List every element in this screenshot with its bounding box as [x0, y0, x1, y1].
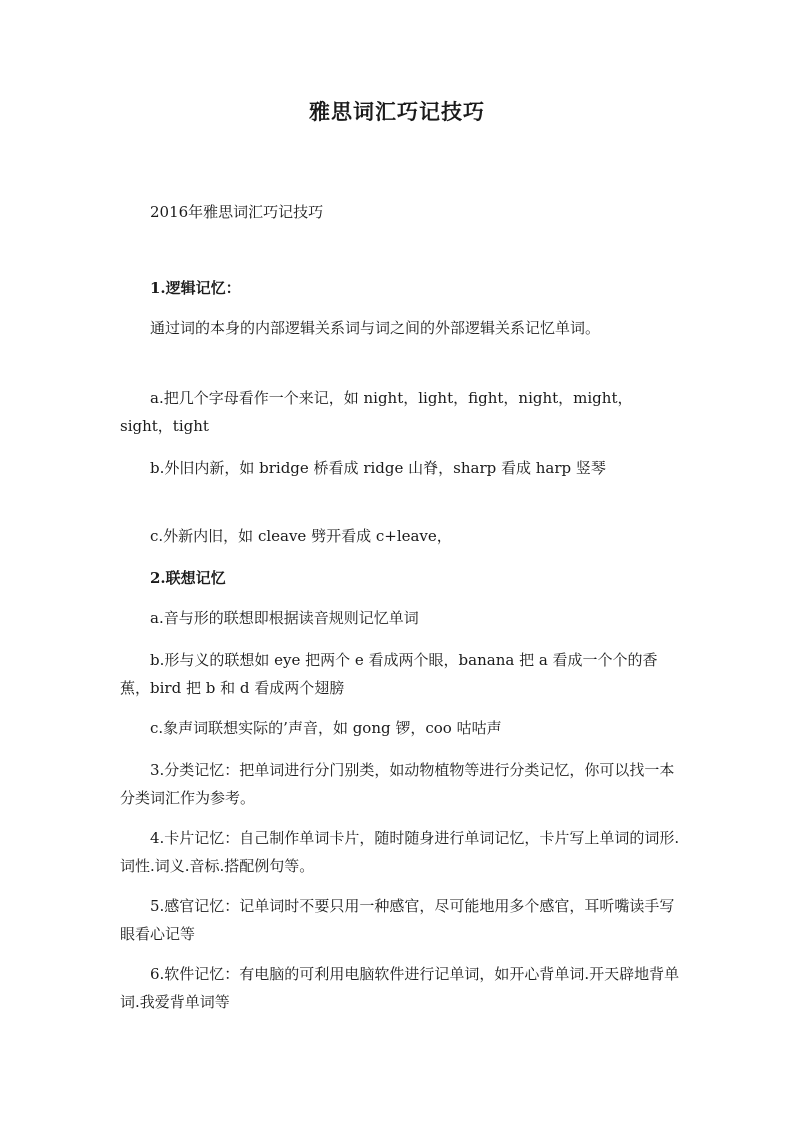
- paragraph-block: [120, 314, 680, 342]
- paragraph-block: [120, 714, 680, 742]
- paragraph: 6.软件记忆：有电脑的可利用电脑软件进行记单词，如开心背单词.开天辟地背单词.我爱背单词等: [120, 965, 680, 1011]
- paragraph: a.音与形的联想即根据读音规则记忆单词: [150, 609, 419, 627]
- paragraph-block: [120, 454, 680, 482]
- section-1-heading-block: [120, 274, 680, 302]
- paragraph: c.外新内旧，如 cleave 劈开看成 c+leave，: [150, 527, 452, 545]
- document-subtitle: [120, 198, 680, 226]
- paragraph: b.外旧内新，如 bridge 桥看成 ridge 山脊，sharp 看成 harp 竖琴: [150, 459, 606, 477]
- paragraph-block: [120, 646, 680, 702]
- paragraph: 5.感官记忆：记单词时不要只用一种感官，尽可能地用多个感官，耳听嘴读手写眼看心记等: [120, 897, 675, 943]
- paragraph-block: [120, 384, 680, 440]
- paragraph: 3.分类记忆：把单词进行分门别类，如动物植物等进行分类记忆，你可以找一本分类词汇作为参考。: [120, 761, 675, 807]
- paragraph-block: [120, 892, 680, 948]
- paragraph-block: [120, 960, 680, 1016]
- paragraph: a.把几个字母看作一个来记，如 night，light，fight，night，might，sight，tight: [120, 389, 633, 435]
- section-2-heading-block: [120, 564, 680, 592]
- section-heading: 1.逻辑记忆：: [150, 279, 241, 297]
- paragraph-block: [120, 824, 680, 880]
- paragraph: c.象声词联想实际的’声音，如 gong 锣，coo 咕咕声: [150, 719, 502, 737]
- paragraph: b.形与义的联想如 eye 把两个 e 看成两个眼，banana 把 a 看成一个个的香蕉，bird 把 b 和 d 看成两个翅膀: [120, 651, 658, 697]
- paragraph: 4.卡片记忆：自己制作单词卡片，随时随身进行单词记忆，卡片写上单词的词形.词性.词义.音标.搭配例句等。: [120, 829, 680, 875]
- section-heading: 2.联想记忆: [150, 569, 226, 587]
- subtitle-text: 2016年雅思词汇巧记技巧: [150, 203, 324, 221]
- paragraph: 通过词的本身的内部逻辑关系词与词之间的外部逻辑关系记忆单词。: [150, 319, 601, 337]
- paragraph-block: [120, 756, 680, 812]
- paragraph-block: [120, 522, 680, 550]
- paragraph-block: [120, 604, 680, 632]
- document-title: 雅思词汇巧记技巧: [309, 99, 485, 124]
